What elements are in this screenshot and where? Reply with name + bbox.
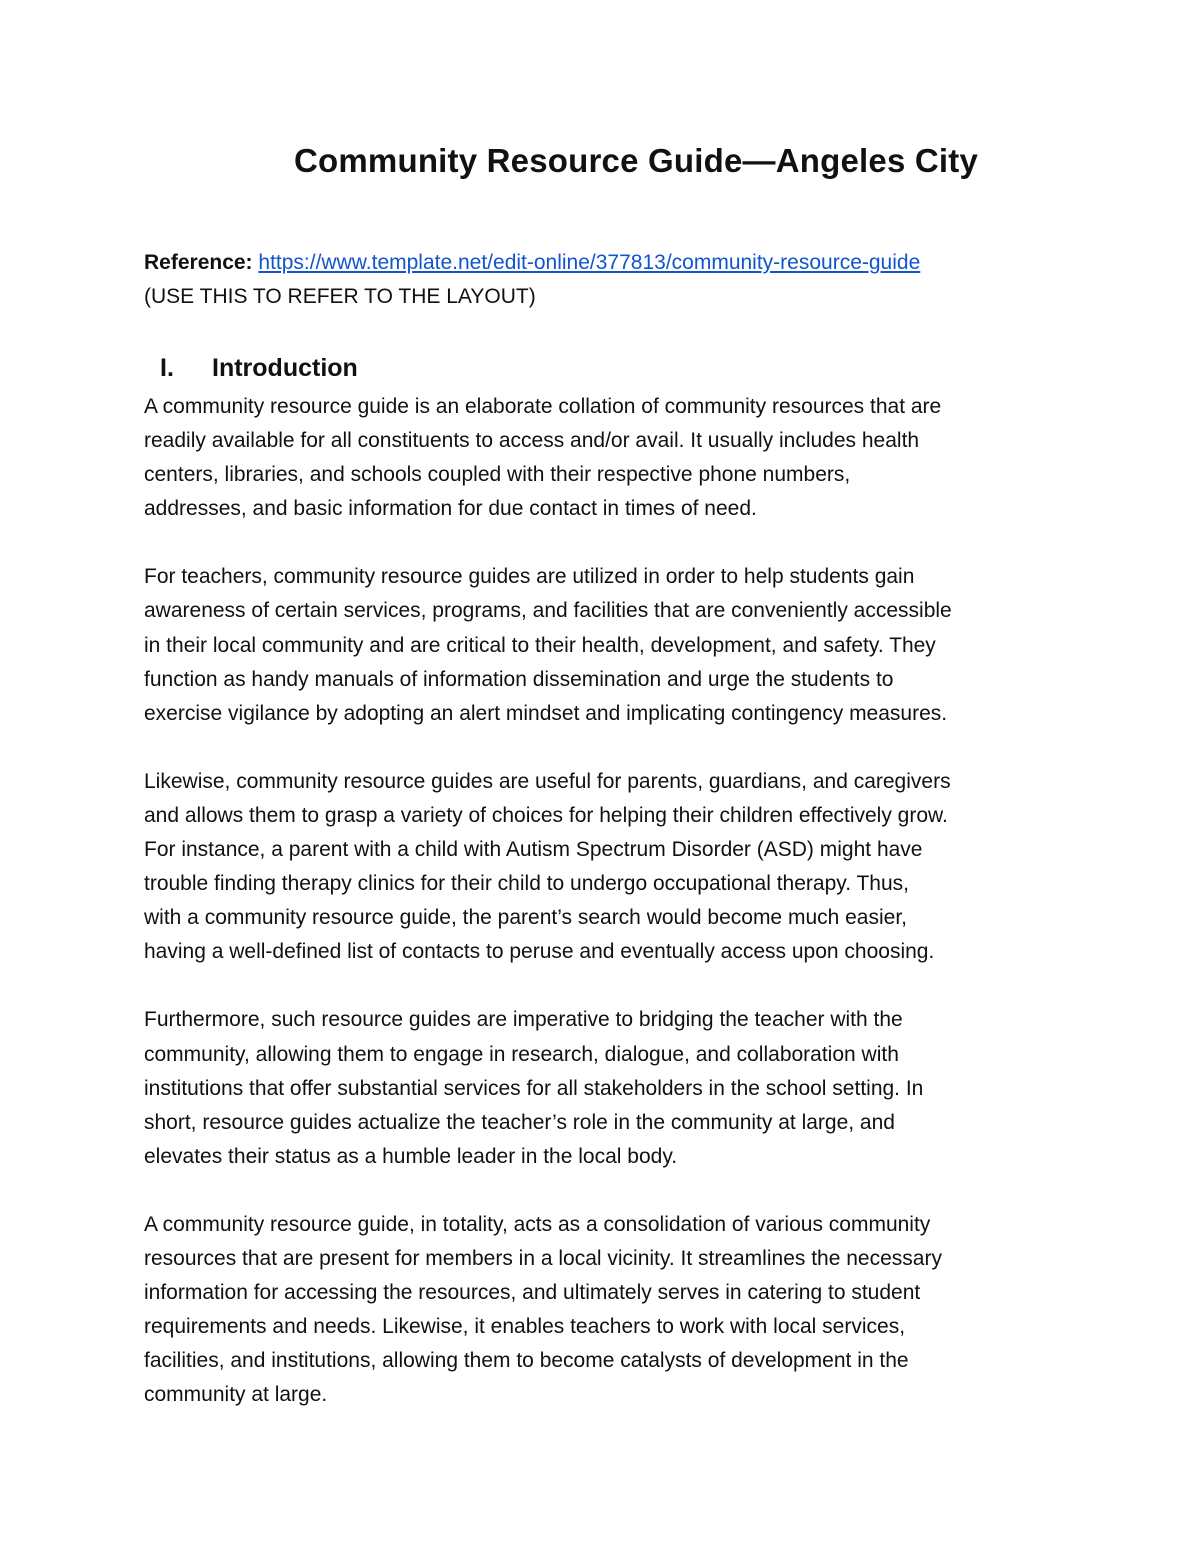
paragraph-line: awareness of certain services, programs, and facilities that are conveniently accessible — [144, 599, 952, 623]
page-title: Community Resource Guide—Angeles City — [293, 142, 979, 179]
paragraph-line: Furthermore, such resource guides are imperative to bridging the teacher with the — [144, 1008, 903, 1032]
paragraph-2 — [144, 560, 1064, 730]
paragraph-line: in their local community and are critical to their health, development, and safety. They — [144, 633, 936, 657]
introduction-body — [144, 390, 1064, 1446]
paragraph-line: centers, libraries, and schools coupled with their respective phone numbers, — [144, 463, 851, 487]
paragraph-line: facilities, and institutions, allowing them to become catalysts of development in the — [144, 1349, 909, 1373]
paragraph-line: For teachers, community resource guides are utilized in order to help students gain — [144, 565, 915, 589]
paragraph-line: For instance, a parent with a child with Autism Spectrum Disorder (ASD) might have — [144, 838, 923, 862]
section-title: Introduction — [212, 354, 358, 382]
paragraph-line: function as handy manuals of information dissemination and urge the students to — [144, 667, 894, 691]
paragraph-line: short, resource guides actualize the teacher’s role in the community at large, and — [144, 1110, 895, 1134]
reference-block — [144, 246, 1064, 314]
paragraph-line: having a well-defined list of contacts to peruse and eventually access upon choosing. — [144, 940, 935, 964]
paragraph-line: readily available for all constituents to access and/or avail. It usually includes health — [144, 429, 920, 453]
paragraph-line: A community resource guide is an elaborate collation of community resources that are — [144, 395, 942, 418]
paragraph-line: Likewise, community resource guides are useful for parents, guardians, and caregivers — [144, 769, 951, 793]
paragraph-4 — [144, 1003, 1064, 1173]
paragraph-line: trouble finding therapy clinics for their child to undergo occupational therapy. Thus, — [144, 872, 910, 896]
paragraph-line: resources that are present for members in a local vicinity. It streamlines the necessary — [144, 1246, 942, 1270]
paragraph-line: requirements and needs. Likewise, it enables teachers to work with local services, — [144, 1315, 906, 1339]
paragraph-line: addresses, and basic information for due contact in times of need. — [144, 497, 757, 521]
paragraph-line: and allows them to grasp a variety of choices for helping their children effectively grow. — [144, 803, 948, 827]
paragraph-line: A community resource guide, in totality, acts as a consolidation of various community — [144, 1212, 931, 1236]
paragraph-5 — [144, 1208, 1064, 1413]
paragraph-line: with a community resource guide, the parent’s search would become much easier, — [144, 906, 908, 930]
paragraph-3 — [144, 765, 1064, 970]
reference-label: Reference: — [144, 251, 253, 274]
section-heading-introduction — [160, 354, 358, 383]
section-number: I. — [160, 354, 174, 382]
reference-line — [144, 246, 1064, 280]
paragraph-line: exercise vigilance by adopting an alert mindset and implicating contingency measures. — [144, 701, 948, 725]
paragraph-line: community at large. — [144, 1383, 328, 1407]
reference-note: (USE THIS TO REFER TO THE LAYOUT) — [144, 285, 536, 308]
reference-link[interactable]: https://www.template.net/edit-online/377813/community-resource-guide — [258, 251, 921, 274]
paragraph-line: information for accessing the resources, and ultimately serves in catering to student — [144, 1281, 921, 1305]
paragraph-line: community, allowing them to engage in research, dialogue, and collaboration with — [144, 1042, 899, 1066]
paragraph-line: elevates their status as a humble leader in the local body. — [144, 1144, 678, 1168]
paragraph-1 — [144, 390, 1064, 526]
paragraph-line: institutions that offer substantial services for all stakeholders in the school setting. In — [144, 1076, 924, 1100]
